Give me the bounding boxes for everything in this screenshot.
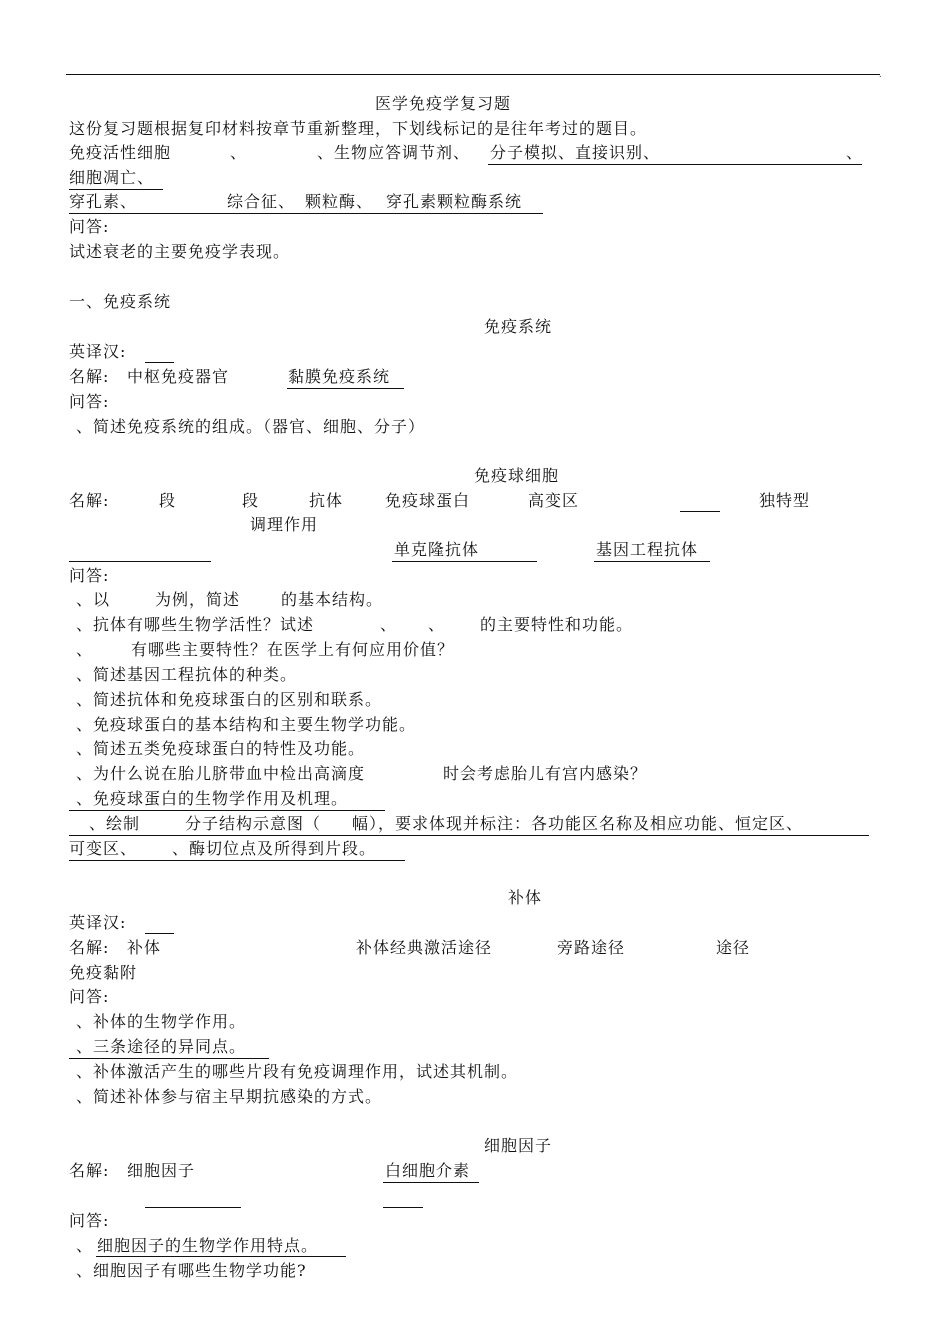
preface-sep: 、 [846, 143, 864, 162]
question: 可变区、 [69, 839, 138, 858]
underline [594, 561, 710, 562]
section-heading: 免疫系统 [484, 317, 553, 336]
header-rule [66, 74, 880, 75]
section-heading: 细胞因子 [484, 1136, 553, 1155]
preface-term: 颗粒酶、 [305, 192, 374, 211]
term: 免疫黏附 [69, 963, 138, 982]
preface-sep: 、 [230, 143, 248, 162]
section-heading: 免疫球细胞 [474, 466, 560, 485]
question: 、简述基因工程抗体的种类。 [76, 665, 298, 684]
question: 细胞因子的生物学作用特点。 [97, 1236, 319, 1255]
question: 分子结构示意图（ [185, 814, 322, 833]
question: 、补体激活产生的哪些片段有免疫调理作用，试述其机制。 [76, 1062, 519, 1081]
question: 、 [76, 640, 94, 659]
underline [287, 388, 404, 389]
preface-term: 细胞凋亡、 [69, 168, 155, 187]
underline [69, 860, 405, 861]
underline [392, 561, 537, 562]
terms-label: 名解: [69, 1161, 110, 1180]
question: 、 [76, 1236, 94, 1255]
part-heading: 一、免疫系统 [69, 292, 172, 311]
section-heading: 补体 [508, 888, 543, 907]
underline [69, 561, 211, 562]
question: 、 [428, 615, 446, 634]
qa-label: 问答: [69, 217, 110, 236]
qa-label: 问答: [69, 1211, 110, 1230]
underline [680, 511, 720, 512]
eng-label: 英译汉: [69, 342, 127, 361]
underline [69, 835, 869, 836]
eng-label: 英译汉: [69, 913, 127, 932]
preface-term: 、生物应答调节剂、 [317, 143, 471, 162]
question: 为例，简述 [155, 590, 241, 609]
underline [145, 1207, 241, 1208]
question: 、简述五类免疫球蛋白的特性及功能。 [76, 739, 366, 758]
question: 、补体的生物学作用。 [76, 1012, 247, 1031]
underline [69, 213, 543, 214]
term: 旁路途径 [557, 938, 626, 957]
question: 、酶切位点及所得到片段。 [172, 839, 377, 858]
corner-mark: . [879, 70, 882, 79]
term: 补体经典激活途径 [356, 938, 493, 957]
terms-label: 名解: [69, 938, 110, 957]
question: 、简述免疫系统的组成。（器官、细胞、分子） [76, 417, 426, 436]
question: 、免疫球蛋白的生物学作用及机理。 [76, 789, 349, 808]
question: 、以 [76, 590, 111, 609]
question: 、绘制 [89, 814, 141, 833]
question: 有哪些主要特性？在医学上有何应用价值？ [131, 640, 455, 659]
underline [145, 362, 174, 363]
preface-term: 综合征、 [227, 192, 296, 211]
question: 的主要特性和功能。 [480, 615, 634, 634]
question: 试述衰老的主要免疫学表现。 [69, 242, 291, 261]
term: 途径 [716, 938, 751, 957]
preface-term: 分子模拟、直接识别、 [490, 143, 661, 162]
question: 、 [380, 615, 398, 634]
question: 幅），要求体现并标注：各功能区名称及相应功能、恒定区、 [352, 814, 804, 833]
term: 抗体 [309, 491, 344, 510]
question: 的基本结构。 [281, 590, 384, 609]
underline [488, 164, 862, 165]
qa-label: 问答: [69, 392, 110, 411]
term: 段 [242, 491, 260, 510]
underline [96, 1256, 346, 1257]
question: 、三条途径的异同点。 [76, 1037, 247, 1056]
terms-label: 名解: [69, 367, 110, 386]
question: 、简述补体参与宿主早期抗感染的方式。 [76, 1087, 383, 1106]
question: 、为什么说在胎儿脐带血中检出高滴度 [76, 764, 366, 783]
underline [383, 1182, 479, 1183]
question: 、细胞因子有哪些生物学功能? [76, 1261, 307, 1280]
underline [69, 1058, 269, 1059]
preface-term: 穿孔素颗粒酶系统 [386, 192, 523, 211]
intro-text: 这份复习题根据复印材料按章节重新整理，下划线标记的是往年考过的题目。 [69, 119, 648, 138]
term: 补体 [127, 938, 162, 957]
underline [383, 1207, 423, 1208]
term: 单克隆抗体 [394, 540, 480, 559]
qa-label: 问答: [69, 987, 110, 1006]
term: 段 [159, 491, 177, 510]
term: 调理作用 [250, 515, 319, 534]
question: 时会考虑胎儿有宫内感染？ [443, 764, 648, 783]
term: 中枢免疫器官 [127, 367, 230, 386]
term: 白细胞介素 [385, 1161, 471, 1180]
preface-term: 穿孔素、 [69, 192, 138, 211]
term: 基因工程抗体 [596, 540, 699, 559]
question: 、抗体有哪些生物学活性？试述 [76, 615, 315, 634]
underline [145, 933, 174, 934]
term: 细胞因子 [127, 1161, 196, 1180]
term: 独特型 [759, 491, 811, 510]
qa-label: 问答: [69, 566, 110, 585]
document-title: 医学免疫学复习题 [375, 94, 512, 113]
question: 、免疫球蛋白的基本结构和主要生物学功能。 [76, 715, 417, 734]
term: 高变区 [528, 491, 580, 510]
underline [69, 189, 163, 190]
term: 黏膜免疫系统 [288, 367, 391, 386]
underline [69, 810, 385, 811]
terms-label: 名解: [69, 491, 110, 510]
term: 免疫球蛋白 [385, 491, 471, 510]
question: 、简述抗体和免疫球蛋白的区别和联系。 [76, 690, 383, 709]
preface-term: 免疫活性细胞 [69, 143, 172, 162]
